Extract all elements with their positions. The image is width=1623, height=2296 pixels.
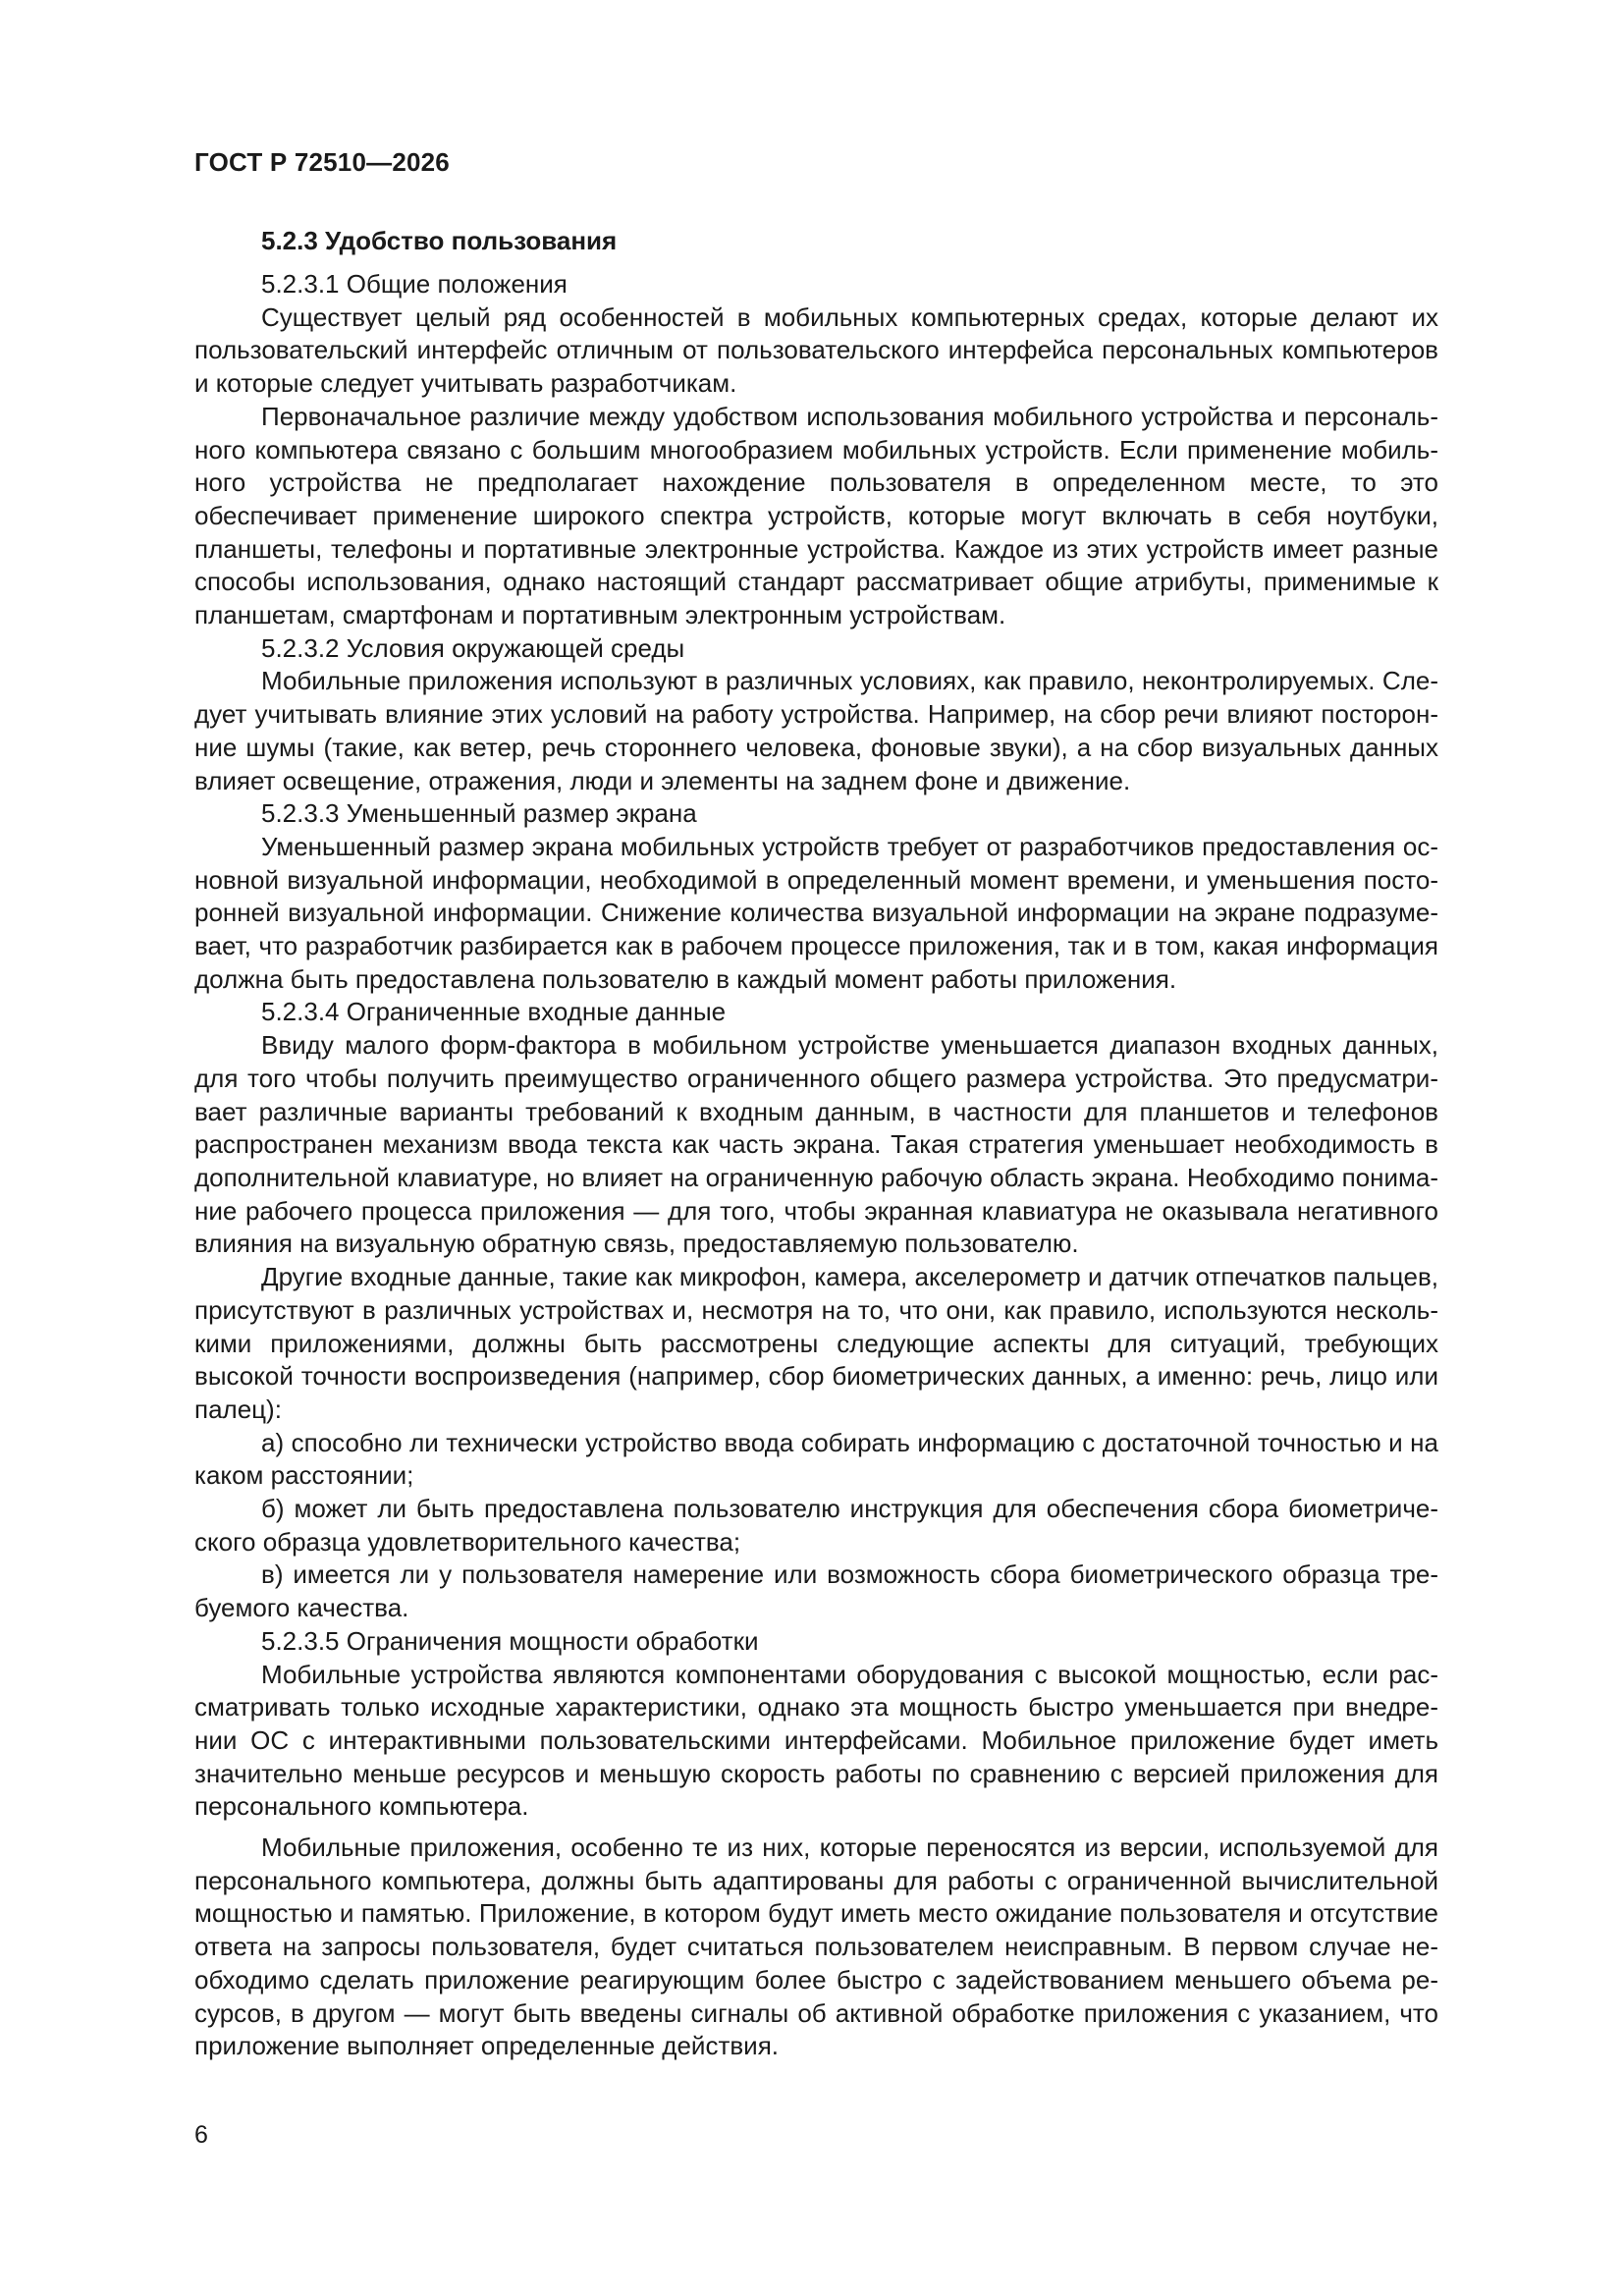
paragraph: Ввиду малого форм-фактора в мобильном устройстве уменьшается диапазон входных данных, для того чтобы получить преимущество ограниченного общего размера устройства. Это предусматривает различные варианты требований к входным данным, в частности для планшетов и телефонов распространен механизм ввода текста как часть экрана. Такая стратегия уменьшает необходимость в дополнительной клавиатуре, но влияет на ограниченную рабочую область экрана. Необходимо понимание рабочего процесса приложения — для того, чтобы экранная клавиатура не оказывала негативного влияния на визуальную обратную связь, предоставляемую пользователю. — [194, 1030, 1438, 1259]
paragraph: в) имеется ли у пользователя намерение или возможность сбора биометрического образца требуемого качества. — [194, 1559, 1438, 1623]
paragraph: Мобильные приложения, особенно те из них, которые переносятся из версии, используемой для персонального компьютера, должны быть адаптированы для работы с ограниченной вычислительной мощностью и памятью. Приложение, в котором будут иметь место ожидание пользователя и отсутствие ответа на запросы пользователя, будет считаться пользователем неисправным. В первом случае необходимо сделать приложение реагирующим более быстро с задействованием меньшего объема ресурсов, в другом — могут быть введены сигналы об активной обработке приложения с указанием, что приложение выполняет определенные действия. — [194, 1832, 1438, 2061]
document-id-header: ГОСТ Р 72510—2026 — [194, 147, 450, 177]
paragraph: б) может ли быть предоставлена пользователю инструкция для обеспечения сбора биометрического образца удовлетворительного качества; — [194, 1494, 1438, 1557]
subsection-heading: 5.2.3.2 Условия окружающей среды — [261, 632, 685, 663]
subsection-heading: 5.2.3.5 Ограничения мощности обработки — [261, 1625, 759, 1656]
page-number: 6 — [194, 2121, 208, 2149]
paragraph: а) способно ли технически устройство ввода собирать информацию с достаточной точностью и на каком расстоянии; — [194, 1427, 1438, 1491]
subsection-heading: 5.2.3.1 Общие положения — [261, 269, 568, 299]
subsection-heading: 5.2.3.3 Уменьшенный размер экрана — [261, 798, 697, 829]
section-title: 5.2.3 Удобство пользования — [261, 226, 618, 255]
document-body — [194, 221, 1438, 2063]
paragraph: Первоначальное различие между удобством использования мобильного устройства и персонального компьютера связано с большим многообразием мобильных устройств. Если применение мобильного устройства не предполагает нахождение пользователя в определенном месте, то это обеспечивает применение широкого спектра устройств, которые могут включать в себя ноутбуки, планшеты, телефоны и портативные электронные устройства. Каждое из этих устройств имеет разные способы использования, однако настоящий стандарт рассматривает общие атрибуты, применимые к планшетам, смартфонам и портативным электронным устройствам. — [194, 401, 1438, 630]
paragraph: Другие входные данные, такие как микрофон, камера, акселерометр и датчик отпечатков пальцев, присутствуют в различных устройствах и, несмотря на то, что они, как правило, используются несколькими приложениями, должны быть рассмотрены следующие аспекты для ситуаций, требующих высокой точности воспроизведения (например, сбор биометрических данных, а именно: речь, лицо или палец): — [194, 1262, 1438, 1424]
paragraph: Уменьшенный размер экрана мобильных устройств требует от разработчиков предоставления основной визуальной информации, необходимой в определенный момент времени, и уменьшения посторонней визуальной информации. Снижение количества визуальной информации на экране подразумевает, что разработчик разбирается как в рабочем процессе приложения, так и в том, какая информация должна быть предоставлена пользователю в каждый момент работы приложения. — [194, 831, 1438, 994]
paragraph: Мобильные приложения используют в различных условиях, как правило, неконтролируемых. Следует учитывать влияние этих условий на работу устройства. Например, на сбор речи влияют посторонние шумы (такие, как ветер, речь стороннего человека, фоновые звуки), а на сбор визуальных данных влияет освещение, отражения, люди и элементы на заднем фоне и движение. — [194, 666, 1438, 795]
paragraph: Существует целый ряд особенностей в мобильных компьютерных средах, которые делают их пользовательский интерфейс отличным от пользовательского интерфейса персональных компьютеров и которые следует учитывать разработчикам. — [194, 301, 1438, 399]
subsection-heading: 5.2.3.4 Ограниченные входные данные — [261, 997, 727, 1027]
paragraph: Мобильные устройства являются компонентами оборудования с высокой мощностью, если рассматривать только исходные характеристики, однако эта мощность быстро уменьшается при внедрении ОС с интерактивными пользовательскими интерфейсами. Мобильное приложение будет иметь значительно меньше ресурсов и меньшую скорость работы по сравнению с версией приложения для персонального компьютера. — [194, 1659, 1438, 1822]
